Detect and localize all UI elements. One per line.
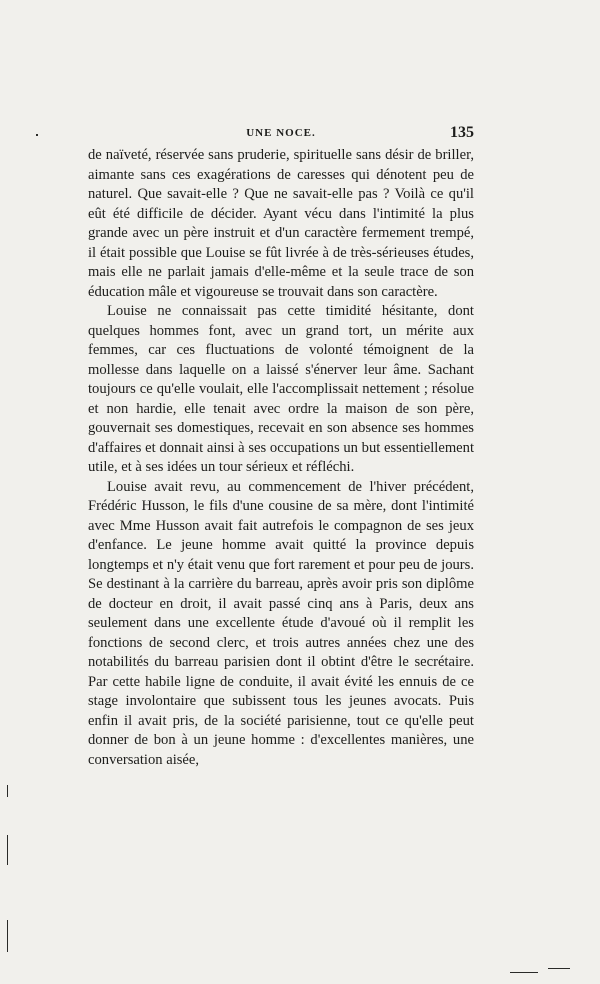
paragraph-1: de naïveté, réservée sans pruderie, spirituelle sans désir de briller, aimante sans ces exagérations de caresses qui dénotent peu de naturel. Que savait-elle ? Que ne savait-elle pas ? Voilà ce qu'il eût été difficile de décider. Ayant vécu dans l'intimité la plus grande avec un père instruit et d'un caractère fermement trempé, il était possible que Louise se fût livrée à de très-sérieuses études, mais elle ne parlait jamais d'elle-même et la seule trace de son éducation mâle et vigoureuse se trouvait dans son caractère. — [88, 147, 474, 300]
running-title: UNE NOCE. — [246, 127, 316, 139]
scan-edge-mark — [7, 920, 8, 952]
scan-edge-mark — [510, 972, 538, 973]
page-number: 135 — [450, 124, 474, 141]
running-head — [88, 122, 474, 144]
scan-edge-mark — [548, 968, 570, 969]
paragraph-2: Louise ne connaissait pas cette timidité hésitante, dont quelques hommes font, avec un grand tort, un mérite aux femmes, car ces fluctuations de volonté témoignent de la mollesse dans laquelle on a laissé s'énerver leur âme. Sachant toujours ce qu'elle voulait, elle l'accomplissait nettement ; résolue et non hardie, elle tenait avec ordre la maison de son père, gouvernait ses domestiques, recevait en son absence ses hommes d'affaires et donnait ainsi à ses occupations un but essentiellement utile, et à ses idées un tour sérieux et réfléchi. — [88, 303, 474, 475]
scan-edge-mark — [7, 835, 8, 865]
scan-speck — [36, 134, 38, 136]
scan-edge-mark — [7, 785, 8, 797]
paragraph-3: Louise avait revu, au commencement de l'hiver précédent, Frédéric Husson, le fils d'une cousine de sa mère, dont l'intimité avec Mme Husson avait fait autrefois le compagnon de ses jeux d'enfance. Le jeune homme avait quitté la province depuis longtemps et n'y était venu que fort rarement et pour peu de jours. Se destinant à la carrière du barreau, après avoir pris son diplôme de docteur en droit, il avait passé cinq ans à Paris, deux ans seulement dans une excellente étude d'avoué où il remplit les fonctions de second clerc, et trois autres années chez une des notabilités du barreau parisien dont il obtint d'être le secrétaire. Par cette habile ligne de conduite, il avait évité les ennuis de ce stage involontaire que subissent tous les jeunes avocats. Puis enfin il avait pris, de la société parisienne, tout ce qu'elle peut donner de bon à un jeune homme : d'excellentes manières, une conversation aisée, — [88, 478, 474, 768]
body-text — [88, 146, 474, 770]
